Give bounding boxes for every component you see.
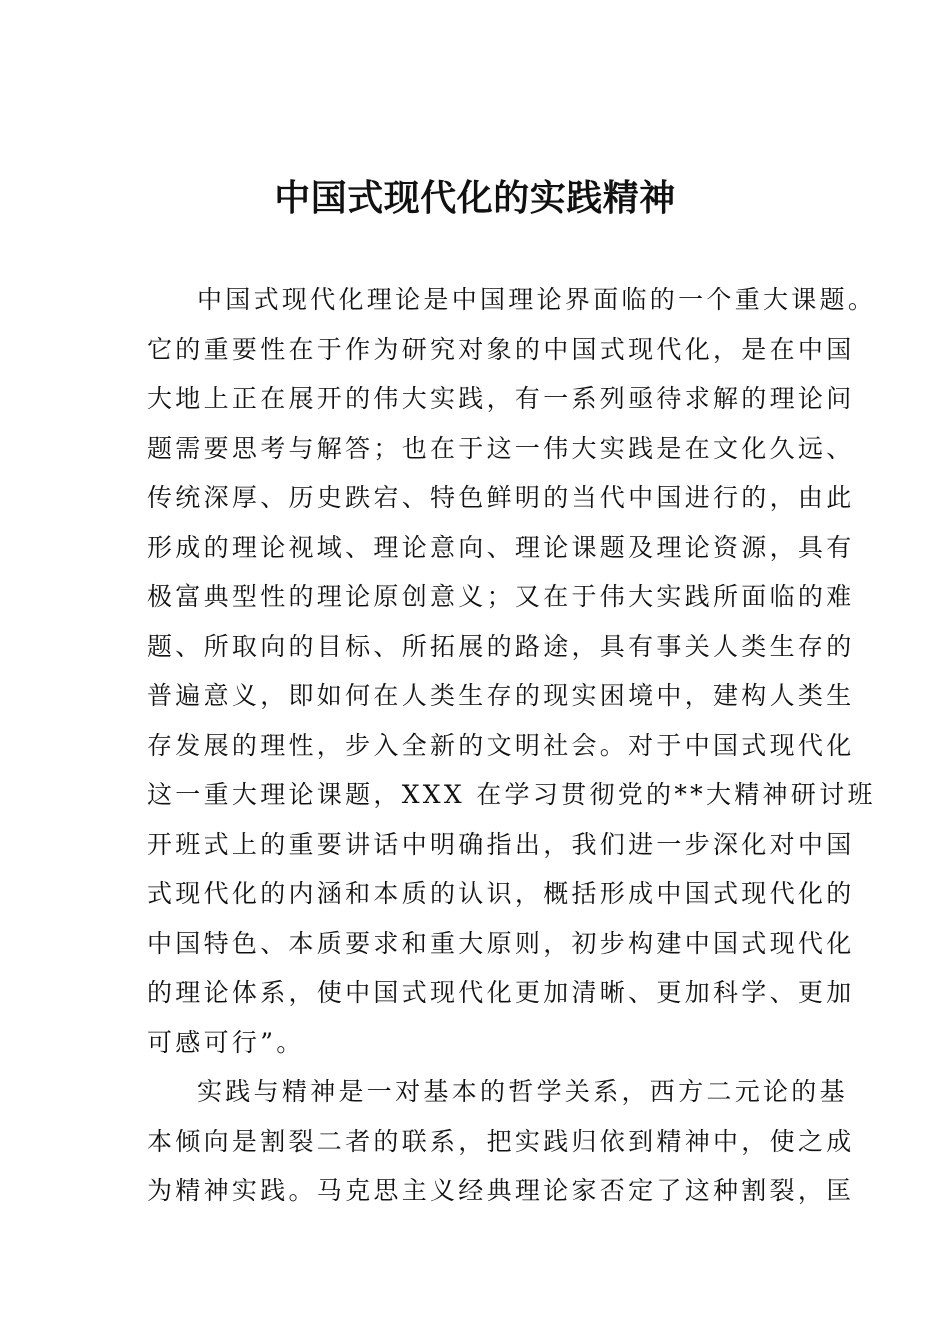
text-line: 普遍意义，即如何在人类生存的现实困境中，建构人类生 (147, 681, 855, 710)
text-line: 可感可行”。 (147, 1027, 305, 1057)
document-body (147, 275, 877, 1216)
text-line: 中国式现代化理论是中国理论界面临的一个重大课题。 (197, 285, 877, 314)
text-line: 中国特色、本质要求和重大原则，初步构建中国式现代化 (147, 928, 855, 958)
paragraph-1 (147, 275, 877, 1067)
text-line: 存发展的理性，步入全新的文明社会。对于中国式现代化 (147, 730, 855, 760)
text-line: 实践与精神是一对基本的哲学关系，西方二元论的基 (197, 1077, 848, 1106)
text-line: 开班式上的重要讲话中明确指出，我们进一步深化对中国 (147, 829, 855, 859)
text-line: 极富典型性的理论原创意义；又在于伟大实践所面临的难 (147, 582, 855, 611)
text-line: 大地上正在展开的伟大实践，有一系列亟待求解的理论问 (147, 384, 855, 413)
document-title: 中国式现代化的实践精神 (274, 177, 676, 219)
text-line: 本倾向是割裂二者的联系，把实践归依到精神中，使之成 (147, 1126, 855, 1156)
text-line: 传统深厚、历史跌宕、特色鲜明的当代中国进行的，由此 (147, 483, 855, 512)
text-line: 题需要思考与解答；也在于这一伟大实践是在文化久远、 (147, 433, 855, 463)
text-line: 这一重大理论课题，XXX 在学习贯彻党的**大精神研讨班 (147, 780, 876, 809)
text-line: 式现代化的内涵和本质的认识，概括形成中国式现代化的 (147, 879, 855, 908)
paragraph-2 (147, 1067, 855, 1216)
text-line: 它的重要性在于作为研究对象的中国式现代化，是在中国 (147, 334, 855, 364)
text-line: 形成的理论视域、理论意向、理论课题及理论资源，具有 (147, 532, 855, 562)
text-line: 题、所取向的目标、所拓展的路途，具有事关人类生存的 (147, 631, 855, 661)
text-line: 为精神实践。马克思主义经典理论家否定了这种割裂，匡 (147, 1176, 855, 1205)
text-line: 的理论体系，使中国式现代化更加清晰、更加科学、更加 (147, 978, 855, 1007)
